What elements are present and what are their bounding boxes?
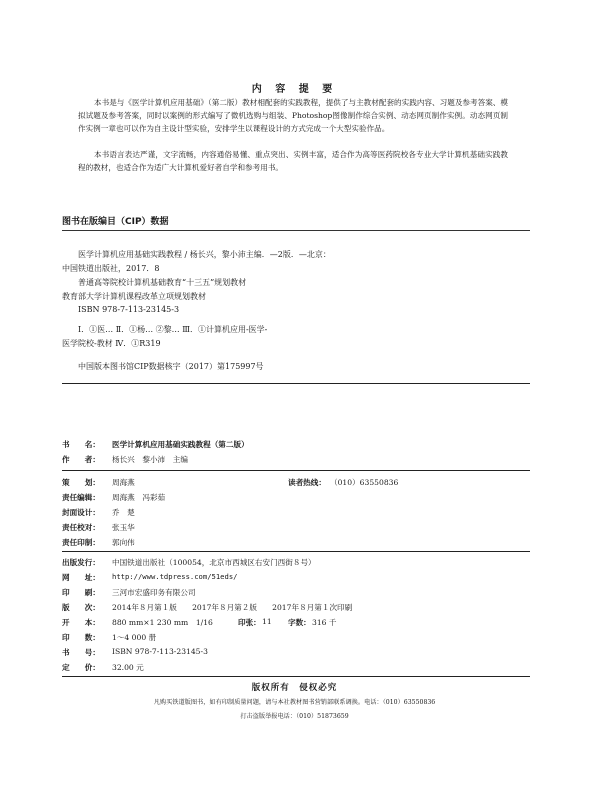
book-author-label: 作 者： <box>62 455 100 464</box>
sheets-label: 印张： <box>238 618 261 627</box>
publisher-label: 出版发行： <box>62 558 100 567</box>
planning-value: 周海燕 <box>112 478 135 487</box>
format-label: 开 本： <box>62 618 100 627</box>
copyright-title: 版权所有 侵权必究 <box>251 683 338 693</box>
cip-top-rule <box>62 230 530 231</box>
responsible-editor-label: 责任编辑： <box>62 493 100 502</box>
book-info-rule <box>62 470 530 471</box>
printer-label: 印 刷： <box>62 588 100 597</box>
format-value: 880 mm×1 230 mm 1/16 <box>112 618 213 627</box>
cip-line-7: 医学院校-教材 Ⅳ．①R319 <box>62 339 161 348</box>
copyright-note-exchange: 凡购买铁道版图书，如有印制质量问题，请与本社教材图书营销部联系调换。电话：（010）63550836 <box>153 699 436 706</box>
book-title-label: 书 名： <box>62 440 100 449</box>
print-run-label: 印 数： <box>62 633 100 642</box>
cip-line-2: 中国铁道出版社，2017．8 <box>62 264 160 273</box>
summary-paragraph-1: 本书是与《医学计算机应用基础》（第二版）教材相配套的实践教程，提供了与主教材配套的实践内容、习题及参考答案、模拟试题及参考答案，同时以案例的形式编写了微机选购与组装、Photoshop图像制作综合实例、动态网页制作实例。动态网页制作实例一章也可以作为自主设计型实验，安排学生以课程设计的方式完成一个大型实验作品。 <box>78 98 508 133</box>
website-label: 网 址： <box>62 573 100 582</box>
sheets-value: 11 <box>262 617 272 626</box>
cip-line-3: 普通高等院校计算机基础教育“十三五”规划教材 <box>78 278 247 287</box>
print-supervisor-label: 责任印制： <box>62 538 100 547</box>
planning-label: 策 划： <box>62 478 100 487</box>
isbn-label: 书 号： <box>62 648 100 657</box>
responsible-editor-value: 周海燕 冯彩茹 <box>112 493 166 502</box>
price-value: 32.00 元 <box>112 663 144 672</box>
book-title-value: 医学计算机应用基础实践教程（第二版） <box>112 440 249 449</box>
cip-line-6: Ⅰ．①医… Ⅱ．①杨… ②黎… Ⅲ．①计算机应用-医学- <box>78 325 268 334</box>
summary-title: 内 容 提 要 <box>251 84 338 95</box>
copyright-note-piracy: 打击盗版举报电话：（010）51873659 <box>240 713 349 720</box>
cip-line-isbn: ISBN 978-7-113-23145-3 <box>78 305 180 314</box>
cip-line-4: 教育部大学计算机课程改革立项规划教材 <box>62 292 206 301</box>
proofreader-label: 责任校对： <box>62 523 100 532</box>
proofreader-value: 张玉华 <box>112 523 135 532</box>
edition-label: 版 次： <box>62 603 100 612</box>
printer-value: 三河市宏盛印务有限公司 <box>112 588 196 597</box>
reader-hotline-label: 读者热线： <box>288 478 326 487</box>
price-label: 定 价： <box>62 663 100 672</box>
edition-value: 2014年８月第１版 2017年８月第２版 2017年８月第１次印刷 <box>112 603 353 612</box>
website-value: http://www.tdpress.com/51eds/ <box>112 572 238 581</box>
word-count-value: 316 千 <box>312 618 337 627</box>
book-author-value: 杨长兴 黎小沛 主编 <box>112 455 188 464</box>
reader-hotline-value: （010）63550836 <box>330 478 399 487</box>
print-supervisor-value: 郭向伟 <box>112 538 135 547</box>
cover-design-value: 乔 楚 <box>112 508 135 517</box>
editors-rule <box>62 551 530 552</box>
cip-number: 中国版本图书馆CIP数据核字（2017）第175997号 <box>78 362 264 371</box>
summary-paragraph-2: 本书语言表达严谨，文字流畅，内容通俗易懂、重点突出、实例丰富，适合作为高等医药院校各专业大学计算机基础实践教程的教材，也适合作为适广大计算机爱好者自学和参考用书。 <box>78 150 508 172</box>
print-run-value: 1～4 000 册 <box>112 633 157 642</box>
publisher-value: 中国铁道出版社（100054，北京市西城区右安门西街８号） <box>112 558 316 567</box>
isbn-value: ISBN 978-7-113-23145-3 <box>112 647 208 656</box>
publishing-rule <box>62 676 530 677</box>
word-count-label: 字数： <box>288 618 311 627</box>
cover-design-label: 封面设计： <box>62 508 100 517</box>
cip-heading: 图书在版编目（CIP）数据 <box>62 217 169 227</box>
cip-bottom-rule <box>62 383 530 384</box>
cip-line-1: 医学计算机应用基础实践教程 / 杨长兴，黎小沛主编．—2版．—北京： <box>78 250 331 259</box>
